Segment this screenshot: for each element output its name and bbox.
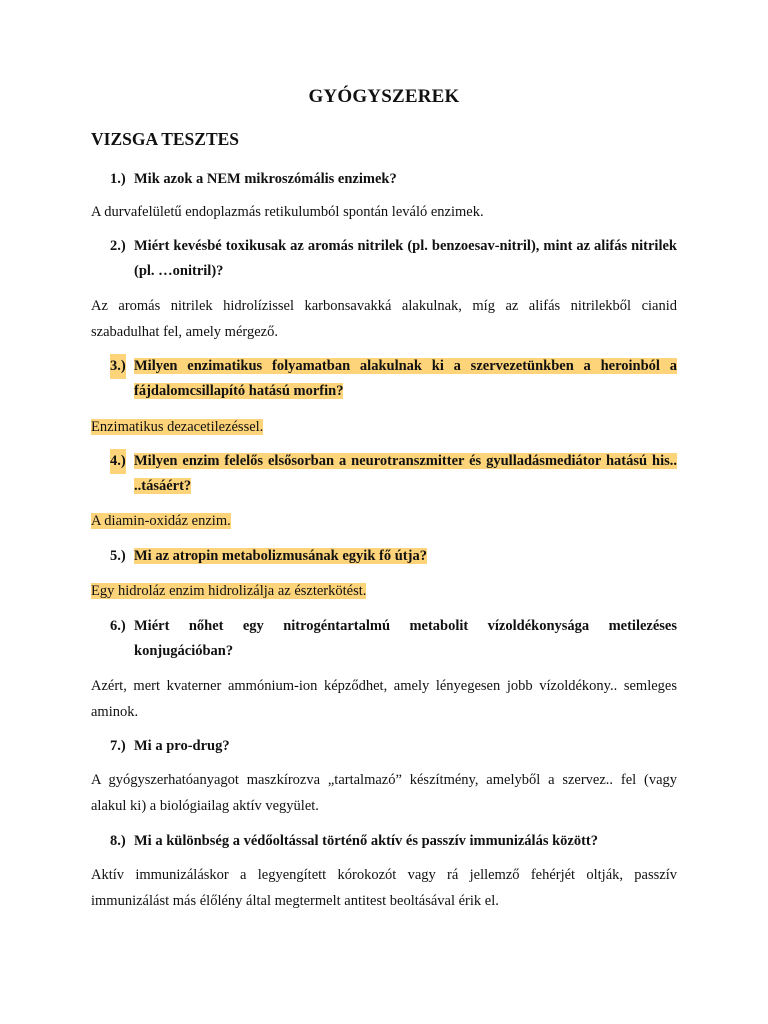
question-number: 5.) bbox=[110, 548, 126, 564]
question-text-highlight: Milyen enzimatikus folyamatban alakulnak ki a szervezetünkben a heroinból a fájdalomcsillapító hatású morfin? bbox=[134, 358, 677, 399]
question-text bbox=[134, 449, 677, 499]
question-number: 1.) bbox=[110, 171, 126, 187]
answer-text: A durvafelületű endoplazmás retikulumból spontán leváló enzimek. bbox=[91, 204, 484, 220]
question-text: Miért nőhet egy nitrogéntartalmú metabolit vízoldékonysága metilezéses konjugációban? bbox=[134, 618, 677, 659]
question-text bbox=[134, 544, 677, 569]
question-text: Mi a pro-drug? bbox=[134, 738, 230, 754]
question-text-highlight: Mi az atropin metabolizmusának egyik fő útja? bbox=[134, 548, 427, 564]
answer-2 bbox=[91, 293, 677, 345]
question-text: Miért kevésbé toxikusak az aromás nitrilek (pl. benzoesav-nitril), mint az alifás nitrilek (pl. …onitril)? bbox=[134, 238, 677, 279]
answer-3 bbox=[91, 414, 677, 440]
question-number: 6.) bbox=[110, 618, 126, 634]
question-number: 8.) bbox=[110, 833, 126, 849]
answer-text: Egy hidroláz enzim hidrolizálja az észterkötést. bbox=[91, 583, 367, 599]
question-1 bbox=[91, 167, 677, 192]
question-5 bbox=[91, 544, 677, 569]
question-number: 7.) bbox=[110, 738, 126, 754]
answer-text: Aktív immunizáláskor a legyengített kórokozót vagy rá jellemző fehérjét oltják, passzív immunizálást más élőlény által megtermelt antitest beoltásával érik el. bbox=[91, 867, 677, 909]
question-text: Mi a különbség a védőoltással történő aktív és passzív immunizálás között? bbox=[134, 833, 599, 849]
question-text bbox=[134, 354, 677, 404]
question-number: 3.) bbox=[110, 354, 126, 379]
question-7 bbox=[91, 734, 677, 759]
answer-text: A diamin-oxidáz enzim. bbox=[91, 513, 231, 529]
document-title: GYÓGYSZEREK bbox=[308, 86, 460, 107]
question-8 bbox=[91, 829, 677, 854]
answer-text: A gyógyszerhatóanyagot maszkírozva „tartalmazó” készítmény, amelyből a szervez.. fel (vagy alakul ki) a biológiailag aktív vegyület. bbox=[91, 772, 677, 814]
answer-1 bbox=[91, 199, 677, 225]
answer-text: Enzimatikus dezacetilezéssel. bbox=[91, 419, 264, 435]
question-6 bbox=[91, 614, 677, 664]
question-3 bbox=[91, 354, 677, 404]
question-text-highlight: Milyen enzim felelős elsősorban a neurotranszmitter és gyulladásmediátor hatású his.. ..tásáért? bbox=[134, 453, 677, 494]
answer-text: Azért, mert kvaterner ammónium-ion képződhet, amely lényegesen jobb vízoldékony.. semleges aminok. bbox=[91, 678, 677, 720]
document-subtitle: VIZSGA TESZTES bbox=[91, 129, 240, 149]
question-number: 4.) bbox=[110, 449, 126, 474]
answer-text: Az aromás nitrilek hidrolízissel karbonsavakká alakulnak, míg az alifás nitrilekből cianid szabadulhat fel, amely mérgező. bbox=[91, 298, 677, 340]
answer-8 bbox=[91, 862, 677, 914]
answer-6 bbox=[91, 673, 677, 725]
answer-5 bbox=[91, 578, 677, 604]
answer-4 bbox=[91, 508, 677, 534]
question-2 bbox=[91, 234, 677, 284]
answer-7 bbox=[91, 767, 677, 819]
question-4 bbox=[91, 449, 677, 499]
question-text: Mik azok a NEM mikroszómális enzimek? bbox=[134, 171, 397, 187]
question-number: 2.) bbox=[110, 238, 126, 254]
